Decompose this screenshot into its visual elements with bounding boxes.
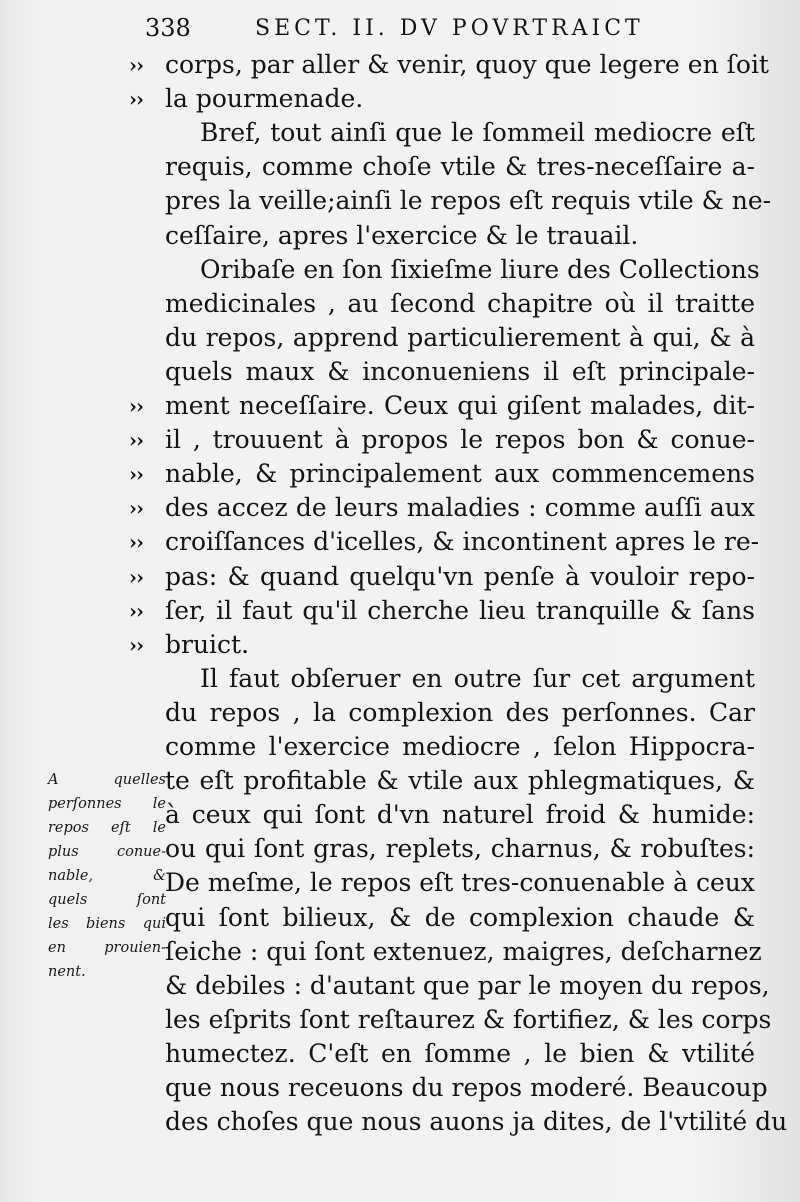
text-line — [129, 628, 755, 662]
text-line — [165, 1071, 768, 1105]
text-line-content: la pourmenade. — [165, 84, 364, 114]
text-line-content: que nous receuons du repos moderé. Beaucoup — [165, 1073, 768, 1102]
quotation-mark: ›› — [129, 496, 143, 521]
text-line-content: Bref, tout ainſi que le ſommeil mediocre eſt — [200, 118, 755, 148]
text-line-content: ſeiche : qui ſont extenuez, maigres, deſcharnez — [165, 936, 762, 966]
text-line — [129, 491, 755, 525]
margin-note-line: nable, & — [48, 868, 166, 884]
text-line-content: du repos, apprend particulierement à qui, & à — [165, 322, 755, 352]
text-line — [165, 1003, 772, 1037]
text-line-content: ſer, il faut qu'il cherche lieu tranquille & ſans — [165, 595, 755, 625]
text-line-content: quels maux & inconueniens il eſt principale- — [165, 356, 755, 386]
text-line — [165, 662, 755, 696]
quotation-mark: ›› — [129, 632, 143, 657]
text-line — [165, 184, 772, 218]
text-line — [129, 389, 755, 423]
text-line — [165, 935, 762, 969]
text-line-content: nable, & principalement aux commencemens — [165, 459, 755, 489]
quotation-mark: ›› — [129, 53, 143, 77]
margin-note-line: perſonnes le — [48, 796, 166, 812]
text-line — [165, 1037, 755, 1071]
text-line — [129, 525, 760, 559]
text-line — [129, 457, 755, 491]
text-line — [165, 798, 755, 832]
text-line-content: bruict. — [165, 629, 250, 659]
text-line — [129, 423, 755, 457]
text-line-content: ment neceſſaire. Ceux qui giſent malades, dit- — [165, 391, 755, 420]
text-line — [165, 1105, 788, 1139]
text-line-content: pas: & quand quelqu'vn penſe à vouloir repo- — [165, 561, 755, 591]
text-line-content: pres la veille;ainſi le repos eſt requis vtile & ne- — [165, 186, 772, 216]
margin-note-line: quels ſont — [48, 892, 166, 908]
quotation-mark: ›› — [129, 428, 143, 453]
text-line-content: du repos , la complexion des perſonnes. Car — [165, 697, 755, 727]
text-line-content: humectez. C'eſt en ſomme , le bien & vtilité — [165, 1038, 755, 1068]
margin-note-line: les biens qui — [48, 916, 166, 932]
text-line — [165, 355, 755, 389]
text-line — [165, 901, 755, 935]
text-line-content: à ceux qui ſont d'vn naturel froid & humide: — [165, 800, 755, 830]
text-line — [165, 150, 755, 184]
text-line-content: medicinales , au ſecond chapitre où il traitte — [165, 288, 755, 318]
quotation-mark: ›› — [129, 87, 143, 112]
text-line — [129, 82, 755, 116]
margin-note-line: repos eſt le — [48, 820, 166, 836]
text-line-content: corps, par aller & venir, quoy que legere en ſoit — [165, 50, 769, 79]
quotation-mark: ›› — [129, 394, 143, 418]
text-line-content: Oribaſe en ſon ſixieſme liure des Collections — [200, 254, 760, 284]
margin-note-line: A quelles — [48, 772, 166, 788]
margin-note — [48, 768, 166, 984]
text-line-content: comme l'exercice mediocre , ſelon Hippocra- — [165, 732, 755, 761]
text-line-content: ceſſaire, apres l'exercice & le trauail. — [165, 220, 639, 250]
page-header — [130, 8, 770, 44]
margin-note-line: en prouien- — [48, 940, 166, 956]
text-line-content: des accez de leurs maladies : comme auſſi aux — [165, 493, 755, 523]
quotation-mark: ›› — [129, 462, 143, 487]
margin-note-line: plus conue- — [48, 844, 166, 860]
text-line-content: & debiles : d'autant que par le moyen du repos, — [165, 970, 770, 1000]
margin-note-line: nent. — [48, 964, 86, 980]
text-line — [165, 730, 755, 764]
text-line — [165, 321, 755, 355]
text-line-content: Il faut obſeruer en outre ſur cet argument — [200, 663, 755, 693]
text-line-content: ou qui ſont gras, replets, charnus, & robuſtes: — [165, 834, 755, 864]
text-line-content: requis, comme choſe vtile & tres-neceſſaire a- — [165, 152, 755, 182]
text-line-content: qui ſont bilieux, & de complexion chaude & — [165, 902, 755, 932]
text-line — [165, 969, 770, 1003]
quotation-mark: ›› — [129, 598, 143, 623]
text-line — [165, 116, 755, 150]
text-line — [165, 832, 755, 866]
text-line-content: les eſprits ſont reſtaurez & fortifiez, & les corps — [165, 1004, 772, 1034]
text-line — [165, 253, 760, 287]
quotation-mark: ›› — [129, 564, 143, 589]
text-line-content: des choſes que nous auons ja dites, de l'vtilité du — [165, 1107, 788, 1137]
text-line — [129, 48, 769, 82]
text-line — [165, 219, 755, 253]
running-head: SECT. II. DV POVRTRAICT — [255, 16, 644, 41]
text-line — [165, 866, 755, 900]
text-line-content: te eſt profitable & vtile aux phlegmatiques, & — [165, 766, 755, 796]
text-line-content: il , trouuent à propos le repos bon & conue- — [165, 425, 755, 455]
quotation-mark: ›› — [129, 530, 143, 555]
text-line — [165, 696, 755, 730]
text-line — [165, 287, 755, 321]
text-line-content: croiſſances d'icelles, & incontinent apres le re- — [165, 527, 760, 557]
page-number: 338 — [145, 14, 191, 42]
text-line-content: De meſme, le repos eſt tres-conuenable à ceux — [165, 868, 756, 898]
text-line — [165, 764, 755, 798]
text-line — [129, 560, 755, 594]
text-line — [129, 594, 755, 628]
